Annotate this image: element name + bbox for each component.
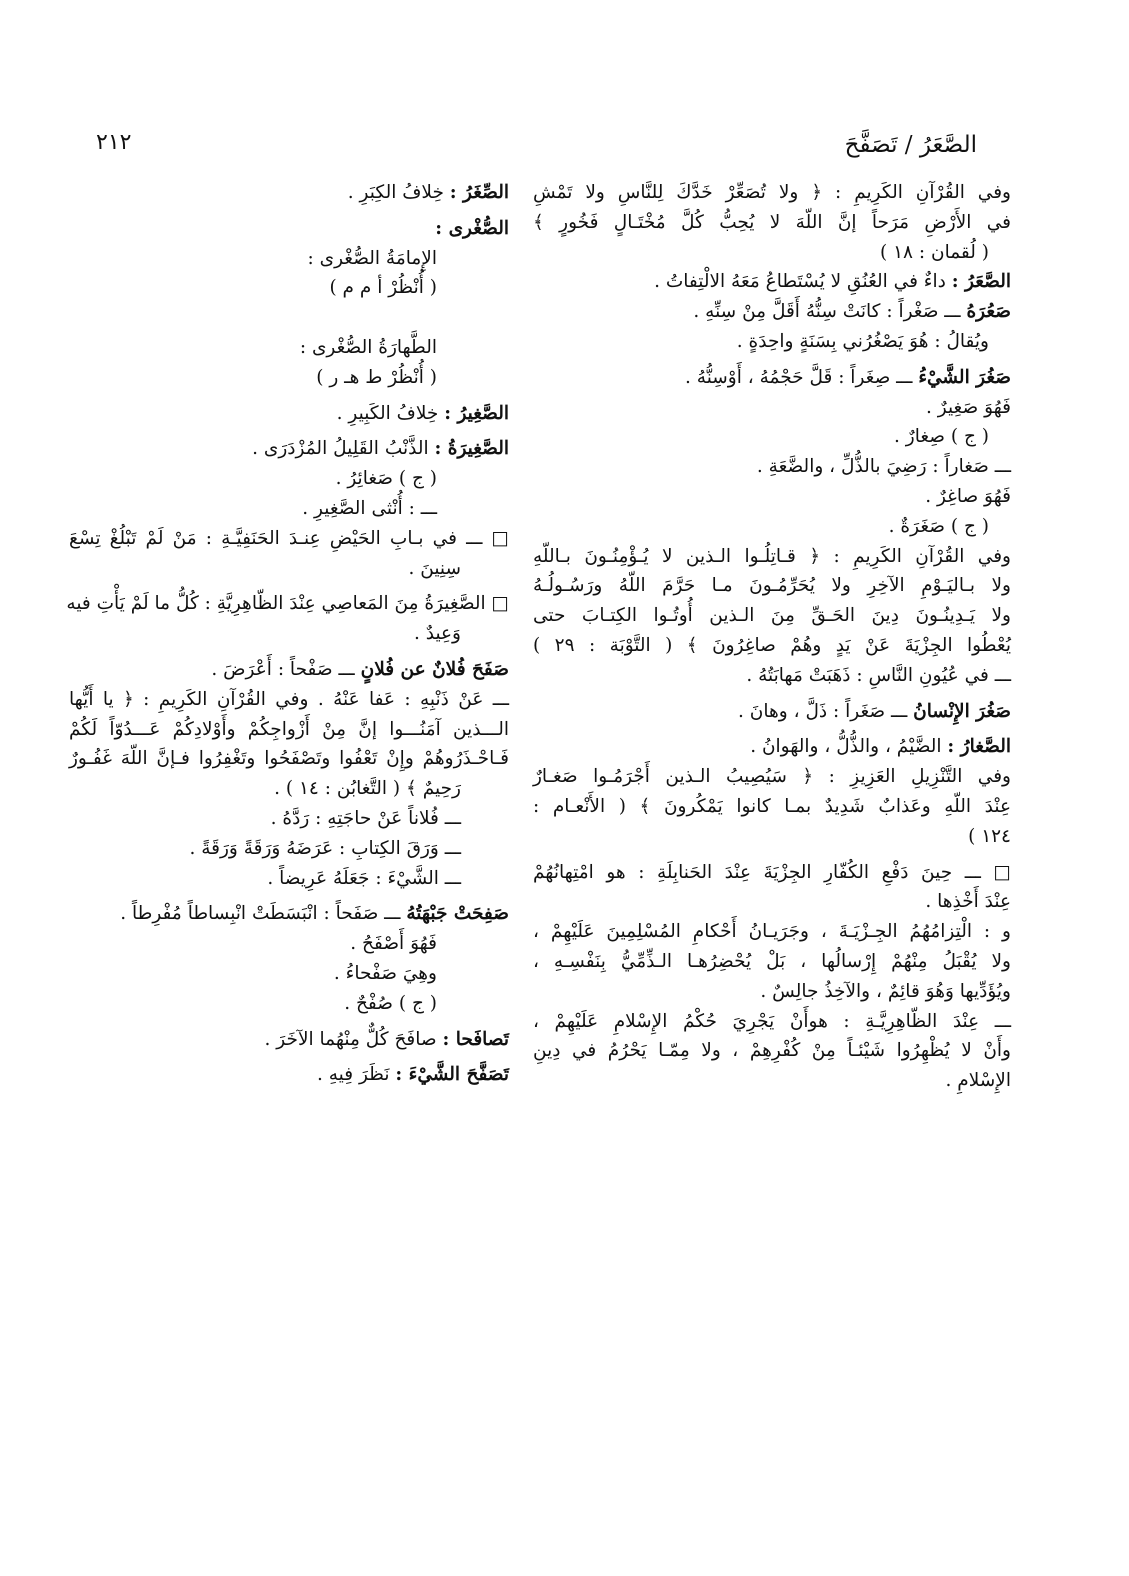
entry-headword-line — [69, 899, 509, 929]
definition-text: ـــ صَغْراً : كانَتْ سِنُّهُ أَقَلَّ مِنْ سِنِّهِ . — [693, 301, 967, 323]
definition-text: وأَنْ لا يُظْهِرُوا شَيْئـاً مِنْ كُفْرِهِمْ ، ولا مِمّـا يَحْرُمُ في دِينِ — [533, 1040, 1011, 1062]
definition-text: ( ج ) صُفْحٌ . — [344, 992, 437, 1014]
definition-text: الذَّنْبُ القَلِيلُ المُزْدَرَى . — [252, 438, 435, 460]
definition-text: ( لُقمان : ١٨ ) — [880, 241, 989, 263]
headword: صَفَحَ فُلانٌ عن فُلانٍ — [360, 658, 509, 680]
definition-text: الإِسْلامِ . — [945, 1070, 1011, 1092]
text-line — [533, 238, 1011, 268]
headword: الصَّغِيرَةُ : — [434, 438, 509, 460]
headword: الصِّغَرُ : — [449, 182, 509, 203]
definition-text: □ ـــ في بـابِ الحَيْضِ عِنـدَ الحَنَفِيَّـةِ : مَنْ لَمْ تَبْلُغْ تِسْعَ — [69, 527, 509, 549]
entry-headword-line — [69, 434, 509, 464]
text-line — [533, 1066, 1011, 1096]
definition-text: الطَّهارَةُ الصُّغْرى : — [299, 336, 437, 358]
definition-text: ويُؤَدِّيها وَهُوَ قائِمٌ ، والآخِذُ جالِسٌ . — [760, 980, 1011, 1002]
definition-text: ـــ صَفَحاً : انْبَسَطَتْ انْبِساطاً مُفْرِطاً . — [120, 903, 407, 925]
definition-text: وَعِيدٌ . — [413, 623, 461, 645]
headword: الصَّعَرُ : — [951, 271, 1011, 293]
right-column — [533, 178, 1011, 1096]
definition-text: ١٢٤ ) — [968, 825, 1011, 847]
text-line — [533, 601, 1011, 631]
text-line — [69, 244, 509, 274]
text-line — [69, 929, 509, 959]
headword: صَفِحَتْ جَبْهَتُهُ — [406, 903, 509, 925]
text-line — [69, 619, 509, 649]
text-line — [533, 393, 1011, 423]
definition-text: فَهُوَ صَغِيرٌ . — [926, 396, 1011, 418]
definition-text: رَحِيمٌ ﴾ ( التَّغابُن : ١٤ ) . — [274, 778, 461, 800]
text-line — [533, 947, 1011, 977]
definition-text: فَـاحْـذَرُوهُمْ وإِنْ تَعْفُوا وتَصْفَحُوا وتَغْفِرُوا فـإنَّ اللّهَ غَفُـورٌ — [69, 748, 509, 770]
text-line — [533, 661, 1011, 691]
text-line — [533, 917, 1011, 947]
text-line — [69, 333, 509, 363]
text-line — [533, 762, 1011, 792]
text-line — [69, 989, 509, 1019]
definition-text: ( ج ) صِغارٌ . — [894, 426, 989, 448]
definition-text: الضَّيْمُ ، والذُّلُّ ، والهَوانُ . — [750, 736, 948, 758]
page-number: ٢١٢ — [96, 130, 132, 155]
definition-text: ولا بـاليَـوْمِ الآخِرِ ولا يُحَرِّمُـونَ مـا حَرَّمَ اللّهُ ورَسُـولُـهُ — [533, 575, 1011, 597]
text-line — [533, 571, 1011, 601]
entry-headword-line — [69, 214, 509, 244]
definition-text: و : الْتِزامُهُمُ الجِـزْيَـةَ ، وجَرَيـانُ أَحْكامِ المُسْلِمِينَ عَلَيْهِمْ ، — [533, 921, 1011, 943]
text-line — [533, 887, 1011, 917]
text-line — [533, 1007, 1011, 1037]
text-line — [69, 804, 509, 834]
text-line — [533, 208, 1011, 238]
text-line — [69, 715, 509, 745]
definition-text: فَهُوَ صاغِرٌ . — [925, 485, 1011, 507]
text-line — [533, 512, 1011, 542]
definition-text: ـــ وَرَقَ الكِتابِ : عَرَضَهُ وَرَقَةً وَرَقَةً . — [189, 837, 461, 859]
definition-text: ويُقالُ : هُوَ يَصْغُرُني بِسَنَةٍ واحِدَةٍ . — [736, 330, 989, 352]
definition-text: الـــذين آمَنُـــوا إنَّ مِنْ أَزْواجِكُمْ وأَوْلادِكُمْ عَـــدُوّاً لَكُمْ — [69, 718, 509, 740]
text-line — [533, 178, 1011, 208]
definition-text: وهِيَ صَفْحاءُ . — [333, 962, 437, 984]
definition-text: وفي التَّنْزِيلِ العَزِيزِ : ﴿ سَيُصِيبُ الـذين أَجْرَمُـوا صَغـارٌ — [533, 766, 1011, 788]
text-line — [533, 482, 1011, 512]
text-line — [69, 464, 509, 494]
entry-headword-line — [533, 363, 1011, 393]
headword: صَغُرَ الإِنْسانُ — [913, 700, 1011, 722]
definition-text: ولا يَـدِينُـونَ دِينَ الحَـقِّ مِنَ الـذين أُوتُـوا الكِتـابَ حتى — [533, 605, 1011, 627]
text-line — [533, 542, 1011, 572]
definition-text: فَهُوَ أَصْفَحُ . — [350, 933, 437, 955]
definition-text: ـــ صِغَراً : قَلَّ حَجْمُهُ ، أَوْسِنُّهُ . — [685, 366, 919, 388]
headword: الصُّغْرى : — [435, 217, 509, 239]
definition-text: سِنِينَ . — [408, 557, 461, 579]
definition-text: خِلافُ الكِبَرِ . — [347, 182, 450, 203]
definition-text: وفي القُرْآنِ الكَرِيمِ : ﴿ قـاتِلُـوا الـذين لا يُـؤْمِنُـونَ بـاللّهِ — [533, 545, 1011, 567]
text-line — [69, 554, 509, 584]
definition-text: وفي القُرْآنِ الكَرِيمِ : ﴿ ولا تُصَعِّرْ خَدَّكَ لِلنَّاسِ ولا تَمْشِ — [533, 182, 1011, 203]
headword: صَعُرَهُ — [966, 301, 1011, 323]
definition-text: ( أُنْظُرْ أ م م ) — [329, 277, 437, 299]
definition-text: ولا يُقْبَلُ مِنْهُمْ إِرْسالُها ، بَلْ يُحْضِرُهـا الـذِّمِّيُّ بِنَفْسِـهِ ، — [533, 950, 1011, 972]
definition-text: ـــ عِنْدَ الظّاهِرِيَّـةِ : هوأَنْ يَجْرِيَ حُكْمُ الإِسْلامِ عَلَيْهِمْ ، — [533, 1010, 1011, 1032]
text-line — [533, 1036, 1011, 1066]
definition-text: ـــ صَغَراً : ذَلَّ ، وهانَ . — [738, 700, 914, 722]
text-line — [69, 363, 509, 393]
definition-text: يُعْطُوا الجِزْيَةَ عَنْ يَدٍ وهُمْ صاغِرُونَ ﴾ ( التَّوْبَة : ٢٩ ) — [533, 634, 1011, 656]
definition-text: ـــ الشَّيْءَ : جَعَلَهُ عَرِيضاً . — [267, 867, 461, 889]
entry-headword-line — [533, 697, 1011, 727]
definition-text: □ الصَّغِيرَةُ مِنَ المَعاصِي عِنْدَ الظّاهِرِيَّةِ : كُلُّ ما لَمْ يَأْتِ فيه — [66, 593, 509, 615]
definition-text: ـــ صَفْحاً : أَعْرَضَ . — [211, 658, 361, 680]
definition-text: في الأَرْضِ مَرَحاً إنَّ اللّهَ لا يُحِبُّ كُلَّ مُخْتَـالٍ فَخُورٍ ﴾ — [533, 211, 1011, 233]
text-line — [533, 977, 1011, 1007]
entry-headword-line — [69, 1060, 509, 1090]
definition-text: عِنْدَ أَخْذِها . — [925, 891, 1011, 913]
headword: الصَّغارُ : — [947, 736, 1011, 758]
definition-text: داءٌ في العُنُقِ لا يُسْتَطاعُ مَعَهُ الالْتِفاتُ . — [654, 271, 952, 293]
entry-headword-line — [533, 732, 1011, 762]
text-line — [69, 303, 509, 333]
text-line — [69, 774, 509, 804]
text-line — [533, 452, 1011, 482]
definition-text: ( أُنْظُرْ ط هـ ر ) — [316, 366, 437, 388]
text-line — [533, 327, 1011, 357]
left-column — [66, 178, 509, 1090]
text-line — [69, 959, 509, 989]
text-line — [69, 494, 509, 524]
text-line — [533, 858, 1011, 888]
text-line — [66, 589, 509, 619]
page-header-title: الصَّعَرُ / تَصَفَّحَ — [844, 132, 977, 158]
definition-text: ـــ : أُنْثى الصَّغِيرِ . — [302, 497, 437, 519]
text-line — [533, 422, 1011, 452]
definition-text: ( ج ) صَغائِرُ . — [335, 468, 437, 490]
definition-text: عِنْدَ اللّهِ وعَذابٌ شَدِيدٌ بمـا كانوا يَمْكُرونَ ﴾ ( الأَنْعـام : — [533, 795, 1011, 817]
definition-text: □ ـــ حِينَ دَفْعِ الكُفّارِ الجِزْيَةَ عِنْدَ الحَنابِلَةِ : هو امْتِهانُهُمْ — [533, 861, 1011, 883]
headword: صَغُرَ الشَّيْءُ — [918, 366, 1011, 388]
entry-headword-line — [533, 297, 1011, 327]
definition-text: ـــ فُلاناً عَنْ حاجَتِهِ : رَدَّهُ . — [270, 807, 461, 829]
text-line — [69, 834, 509, 864]
text-line — [69, 524, 509, 554]
definition-text: نَظَرَ فِيهِ . — [316, 1064, 396, 1086]
definition-text: صافَحَ كُلٌّ مِنْهُما الآخَرَ . — [264, 1028, 443, 1050]
definition-text: ـــ صَغاراً : رَضِيَ بالذُّلِّ ، والضَّعَةِ . — [756, 456, 1011, 478]
text-line — [69, 273, 509, 303]
entry-headword-line — [69, 655, 509, 685]
entry-headword-line — [69, 1025, 509, 1055]
text-line — [69, 744, 509, 774]
text-line — [533, 792, 1011, 822]
definition-text: خِلافُ الكَبِيرِ . — [336, 402, 445, 424]
text-line — [69, 685, 509, 715]
entry-headword-line — [69, 399, 509, 429]
text-line — [69, 864, 509, 894]
headword: الصَّغِيرُ : — [444, 402, 509, 424]
definition-text: ـــ عَنْ ذَنْبِهِ : عَفا عَنْهُ . وفي القُرْآنِ الكَرِيمِ : ﴿ يا أَيُّها — [69, 688, 509, 710]
entry-headword-line — [69, 178, 509, 208]
entry-headword-line — [533, 267, 1011, 297]
definition-text: ـــ في عُيُونِ النَّاسِ : ذَهَبَتْ مَهابَتُهُ . — [746, 664, 1011, 686]
headword: تَصَفَّحَ الشَّيْءَ : — [395, 1064, 509, 1086]
text-line — [533, 631, 1011, 661]
definition-text: الإِمامَةُ الصُّغْرى : — [307, 247, 437, 269]
definition-text: ( ج ) صَغَرَةٌ . — [888, 515, 989, 537]
headword: تَصافَحا : — [442, 1028, 509, 1050]
text-line — [533, 822, 1011, 852]
